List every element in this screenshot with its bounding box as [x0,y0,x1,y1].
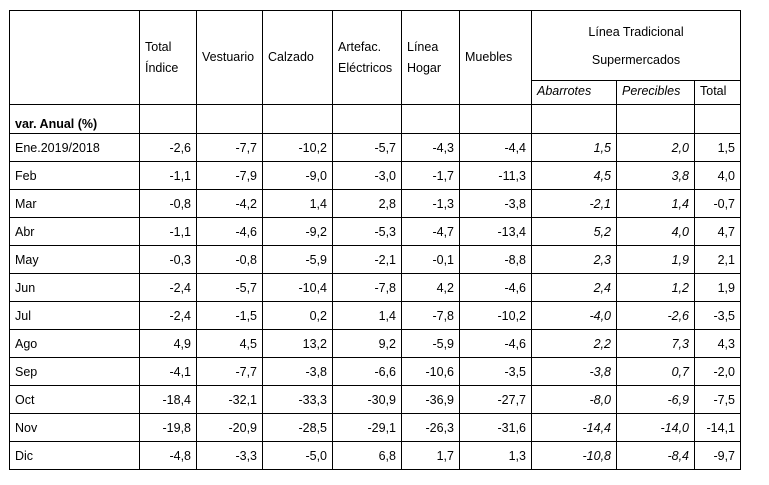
table-cell: -27,7 [460,386,532,414]
table-cell: -4,8 [140,442,197,470]
table-row [10,246,741,274]
table-cell: -5,7 [197,274,263,302]
table-cell: -10,2 [263,134,333,162]
table-cell: -7,7 [197,358,263,386]
table-cell: -0,8 [140,190,197,218]
section-row [10,105,741,134]
table-cell: 1,5 [532,134,617,162]
table-cell: -1,1 [140,218,197,246]
table-cell: -9,0 [263,162,333,190]
row-label: Sep [10,358,140,386]
table-cell: -9,2 [263,218,333,246]
table-cell: -8,8 [460,246,532,274]
table-cell: -3,8 [263,358,333,386]
table-cell: -1,5 [197,302,263,330]
table-cell: -1,3 [402,190,460,218]
row-label: Dic [10,442,140,470]
table-cell: -4,3 [402,134,460,162]
table-cell: -31,6 [460,414,532,442]
table-cell: -6,9 [617,386,695,414]
table-cell: -5,0 [263,442,333,470]
table-cell: -3,8 [532,358,617,386]
table-cell: 2,1 [695,246,741,274]
table-cell: 4,2 [402,274,460,302]
table-cell: -30,9 [333,386,402,414]
table-row [10,218,741,246]
row-label: Jul [10,302,140,330]
table-cell: 1,7 [402,442,460,470]
table-cell: -7,8 [333,274,402,302]
header-artefac-electricos: Artefac. Eléctricos [333,11,402,105]
table-cell: -5,3 [333,218,402,246]
table-cell: -4,6 [197,218,263,246]
table-cell: -28,5 [263,414,333,442]
table-cell: 4,0 [617,218,695,246]
table-cell: 7,3 [617,330,695,358]
row-label: Mar [10,190,140,218]
table-cell: -6,6 [333,358,402,386]
table-cell: 2,2 [532,330,617,358]
header-linea-hogar: Línea Hogar [402,11,460,105]
table-cell: -5,7 [333,134,402,162]
table-cell: 4,5 [532,162,617,190]
table-cell: -7,5 [695,386,741,414]
table-cell: -2,0 [695,358,741,386]
header-total-indice: Total Índice [140,11,197,105]
header-muebles: Muebles [460,11,532,105]
table-cell: -0,8 [197,246,263,274]
table-cell: -3,5 [695,302,741,330]
header-abarrotes: Abarrotes [532,81,617,105]
row-label: Jun [10,274,140,302]
corner-header [10,11,140,105]
table-cell: -4,4 [460,134,532,162]
table-cell: -2,1 [532,190,617,218]
table-cell: 2,4 [532,274,617,302]
table-cell: -4,7 [402,218,460,246]
table-cell: 0,2 [263,302,333,330]
table-cell: -0,1 [402,246,460,274]
table-row [10,358,741,386]
table-cell: 6,8 [333,442,402,470]
table-cell: -10,8 [532,442,617,470]
table-cell: -8,4 [617,442,695,470]
table-cell: -13,4 [460,218,532,246]
table-cell: -5,9 [402,330,460,358]
table-cell: -4,6 [460,274,532,302]
table-cell: -29,1 [333,414,402,442]
row-label: Ago [10,330,140,358]
table-cell: -9,7 [695,442,741,470]
table-cell: -20,9 [197,414,263,442]
table-row [10,190,741,218]
table-cell: -18,4 [140,386,197,414]
table-cell: 5,2 [532,218,617,246]
table-row [10,134,741,162]
table-cell: -1,7 [402,162,460,190]
table-cell: -32,1 [197,386,263,414]
table-cell: 3,8 [617,162,695,190]
header-perecibles: Perecibles [617,81,695,105]
header-calzado: Calzado [263,11,333,105]
table-cell: 4,3 [695,330,741,358]
table-cell: -3,3 [197,442,263,470]
table-cell: -4,6 [460,330,532,358]
row-label: Nov [10,414,140,442]
table-cell: -14,4 [532,414,617,442]
table-cell: 4,5 [197,330,263,358]
row-label: May [10,246,140,274]
table-cell: 4,7 [695,218,741,246]
table-cell: 9,2 [333,330,402,358]
table-cell: -7,8 [402,302,460,330]
table-cell: 1,2 [617,274,695,302]
table-cell: 1,4 [333,302,402,330]
row-label: Oct [10,386,140,414]
table-cell: 4,0 [695,162,741,190]
table-cell: -11,3 [460,162,532,190]
table-row [10,162,741,190]
table-cell: -8,0 [532,386,617,414]
table-cell: -33,3 [263,386,333,414]
table-cell: 4,9 [140,330,197,358]
table-row [10,442,741,470]
table-cell: -4,1 [140,358,197,386]
row-label: Feb [10,162,140,190]
header-vestuario: Vestuario [197,11,263,105]
table-cell: -36,9 [402,386,460,414]
table-cell: 1,4 [263,190,333,218]
table-cell: -1,1 [140,162,197,190]
table-cell: 1,9 [695,274,741,302]
table-cell: -4,0 [532,302,617,330]
table-cell: -3,0 [333,162,402,190]
table-cell: -10,6 [402,358,460,386]
table-cell: -2,4 [140,274,197,302]
table-cell: -7,9 [197,162,263,190]
table-cell: -7,7 [197,134,263,162]
table-row [10,302,741,330]
table-cell: -10,4 [263,274,333,302]
table-cell: -2,4 [140,302,197,330]
table-cell: -14,1 [695,414,741,442]
table-row [10,386,741,414]
table-cell: 1,3 [460,442,532,470]
table-cell: -2,6 [617,302,695,330]
table-cell: 1,5 [695,134,741,162]
table-row [10,330,741,358]
table-cell: -4,2 [197,190,263,218]
table-cell: -19,8 [140,414,197,442]
table-cell: -2,6 [140,134,197,162]
row-label: Ene.2019/2018 [10,134,140,162]
table-cell: -0,3 [140,246,197,274]
table-cell: 2,0 [617,134,695,162]
table-cell: 13,2 [263,330,333,358]
header-linea-tradicional: Línea Tradicional Supermercados [532,11,741,81]
table-cell: -3,5 [460,358,532,386]
table-cell: 1,9 [617,246,695,274]
header-trad-total: Total [695,81,741,105]
section-label: var. Anual (%) [10,105,140,134]
data-table [9,10,741,470]
table-cell: -5,9 [263,246,333,274]
table-cell: 2,3 [532,246,617,274]
row-label: Abr [10,218,140,246]
table-cell: -10,2 [460,302,532,330]
table-cell: -14,0 [617,414,695,442]
table-cell: 1,4 [617,190,695,218]
table-row [10,414,741,442]
table-cell: -2,1 [333,246,402,274]
table-cell: -3,8 [460,190,532,218]
table-cell: 0,7 [617,358,695,386]
table-cell: 2,8 [333,190,402,218]
table-row [10,274,741,302]
table-cell: -0,7 [695,190,741,218]
table-cell: -26,3 [402,414,460,442]
